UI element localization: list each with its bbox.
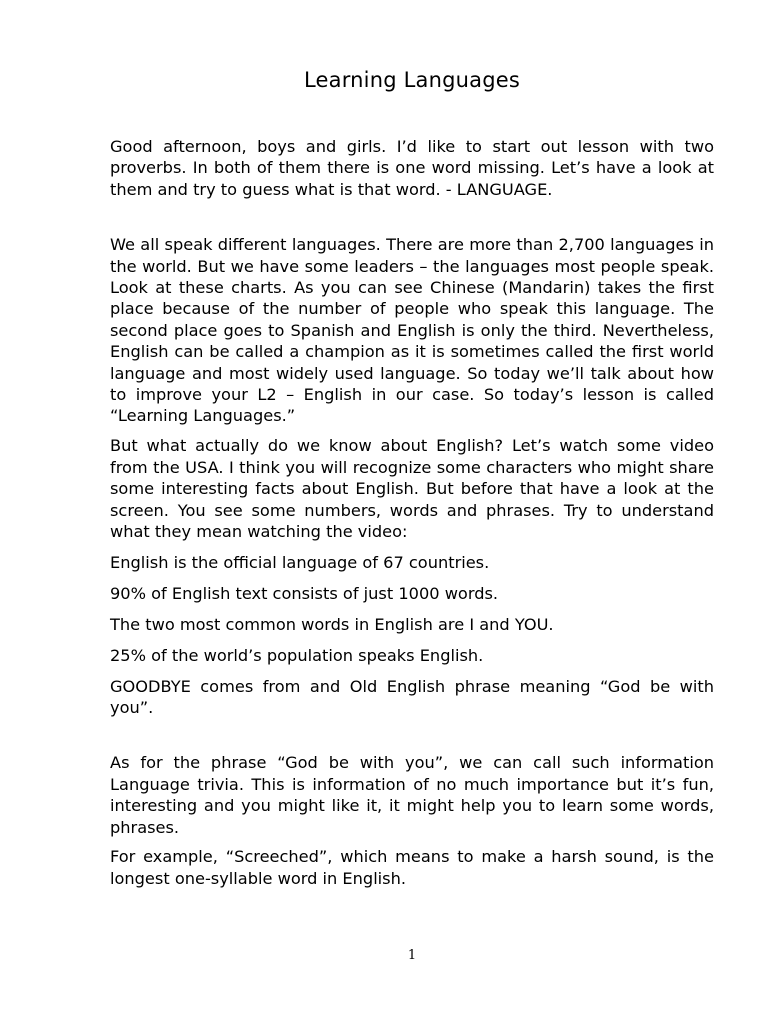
fact-item-official-language: English is the official language of 67 countries. bbox=[110, 552, 490, 572]
fact-item-1000-words: 90% of English text consists of just 1000 words. bbox=[110, 583, 499, 603]
page-number: 1 bbox=[407, 948, 417, 963]
document-title: Learning Languages bbox=[303, 68, 521, 92]
paragraph-languages: We all speak different languages. There are more than 2,700 languages in the world. But we have some leaders – the languages most people speak. Look at these charts. As you can see Chinese (Mandarin) takes the first place because of the number of people who speak this language. The second place goes to Spanish and English is only the third. Nevertheless, English can be called a champion as it is sometimes called the first world language and most widely used language. So today we’ll talk about how to improve your L2 – English in our case. So today’s lesson is called “Learning Languages.” bbox=[110, 235, 714, 426]
fact-item-common-words: The two most common words in English are I and YOU. bbox=[110, 614, 554, 634]
paragraph-trivia: As for the phrase “God be with you”, we can call such information Language trivia. This is information of no much importance but it’s fun, interesting and you might like it, it might help you to learn some words, phrases. bbox=[110, 753, 714, 837]
fact-item-population: 25% of the world’s population speaks English. bbox=[110, 645, 484, 665]
paragraph-video: But what actually do we know about English? Let’s watch some video from the USA. I think you will recognize some characters who might share some interesting facts about English. But before that have a look at the screen. You see some numbers, words and phrases. Try to understand what they mean watching the video: bbox=[110, 436, 714, 541]
fact-item-goodbye: GOODBYE comes from and Old English phrase meaning “God be with you”. bbox=[110, 676, 714, 717]
paragraph-greeting: Good afternoon, boys and girls. I’d like to start out lesson with two proverbs. In both of them there is one word missing. Let’s have a look at them and try to guess what is that word. - LANGUAGE. bbox=[110, 137, 714, 199]
document-body bbox=[110, 136, 714, 889]
paragraph-screeched: For example, “Screeched”, which means to make a harsh sound, is the longest one-syllable word in English. bbox=[110, 847, 714, 888]
